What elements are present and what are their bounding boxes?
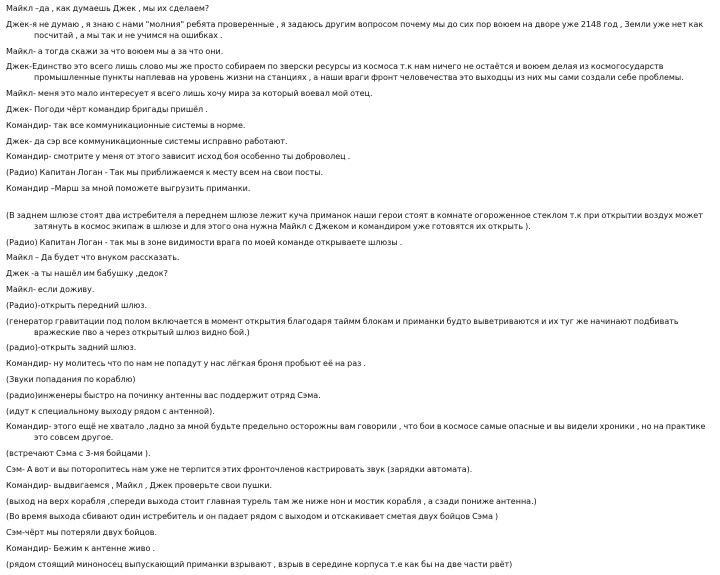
script-line: Майкл- если доживу.	[6, 284, 95, 294]
script-line: Сэм-чёрт мы потеряли двух бойцов.	[6, 528, 158, 538]
script-line: Сэм- А вот и вы поторопитесь нам уже не терпится этих фронточленов кастрировать звук (зарядки автомата).	[6, 464, 473, 474]
script-line: Командир- Бежим к антенне живо .	[6, 543, 155, 553]
script-line: (Радио)-открыть передний шлюз.	[6, 300, 147, 310]
script-line: (генератор гравитации под полом включается в момент открытия благодаря таймм блокам и приманки будто выветриваются и их туг же начинают подбивать вражеские пво а через открытый шлюз видно бой.)	[6, 316, 679, 337]
script-line: Командир- так все коммуникационные системы в норме.	[6, 120, 246, 130]
script-line: Командир –Марш за мной поможете выгрузить приманки.	[6, 183, 251, 193]
script-line: Джек -а ты нашёл им бабушку ,дедок?	[6, 269, 168, 279]
document-body	[6, 3, 711, 575]
script-line: Джек- да сэр все коммуникационные системы исправно работают.	[6, 136, 288, 146]
script-line: Командир- выдвигаемся , Майкл , Джек проверьте свои пушки.	[6, 480, 273, 490]
blank-line	[6, 199, 711, 210]
script-line: (выход на верх корабля ,спереди выхода стоит главная турель там же ниже нон и мостик корабля , а сзади пониже антенна.)	[6, 496, 537, 506]
script-line: Джек-я не думаю , я знаю с нами "молния" ребята проверенные , я задаюсь другим вопросом почему мы до сих пор воюем на дворе уже 2148 год , Земли уже нет как посчитай , а мы так и не учимся на ошибках .	[6, 19, 704, 40]
script-line: (Радио) Капитан Логан - Так мы приближаемся к месту всем на свои посты.	[6, 168, 324, 178]
script-line: Майкл- а тогда скажи за что воюем мы а за что они.	[6, 46, 224, 56]
script-line: (встречают Сэма с 3-мя бойцами ).	[6, 449, 151, 459]
script-line: Командир- смотрите у меня от этого зависит исход боя особенно ты доброволец .	[6, 152, 351, 162]
script-line: (В заднем шлюзе стоят два истребителя а переднем шлюзе лежит куча приманок наши герои стоят в комнате огороженное стеклом т.к при открытии воздух может затянуть в космос экипаж в шлюзе и для этого она нужна Майкл с Джеком и командиром уже готовятся их открыть ).	[6, 210, 703, 231]
script-line: (Звуки попадания по кораблю)	[6, 374, 136, 384]
script-line: Джек- Погоди чёрт командир бригады пришёл .	[6, 104, 208, 114]
script-line: Командир- этого ещё не хватало ,ладно за мной будьте предельно осторожны вам говорили , что бои в космосе самые опасные и вы видели хроники , но на практике это совсем другое.	[6, 422, 706, 443]
script-line: (Во время выхода сбивают один истребитель и он падает рядом с выходом и отскакивает сметая двух бойцов Сэма )	[6, 512, 499, 522]
script-line: (Радио) Капитан Логан - так мы в зоне видимости врага по моей команде открываете шлюзы .	[6, 237, 403, 247]
script-line: Майкл –да , как думаешь Джек , мы их сделаем?	[6, 4, 210, 13]
script-line: (радио)инженеры быстро на починку антенны вас поддержит отряд Сэма.	[6, 390, 321, 400]
script-line: Командир- ну молитесь что по нам не попадут у нас лёгкая броня пробьют её на раз .	[6, 359, 366, 369]
script-line: Майкл – Да будет что внуком рассказать.	[6, 253, 180, 263]
script-line: (рядом стоящий миноносец выпускающий приманки взрывают , взрыв в середине корпуса т.е как бы на две части рвёт)	[6, 559, 513, 569]
script-line: Майкл- меня это мало интересует я всего лишь хочу мира за который воевал мой отец.	[6, 89, 373, 99]
script-line: (радио)-открыть задний шлюз.	[6, 343, 137, 353]
script-line: Джек-Единство это всего лишь слово мы же просто собираем по зверски ресурсы из космоса т.к нам ничего не остаётся и воюем делая из космогосударств промышленные пункты наплевав на уровень жизни на станциях , а наши враги фронт человечества это выходцы из них мы сами создали себе проблемы.	[6, 62, 684, 83]
script-line: (идут к специальному выходу рядом с антенной).	[6, 406, 215, 416]
